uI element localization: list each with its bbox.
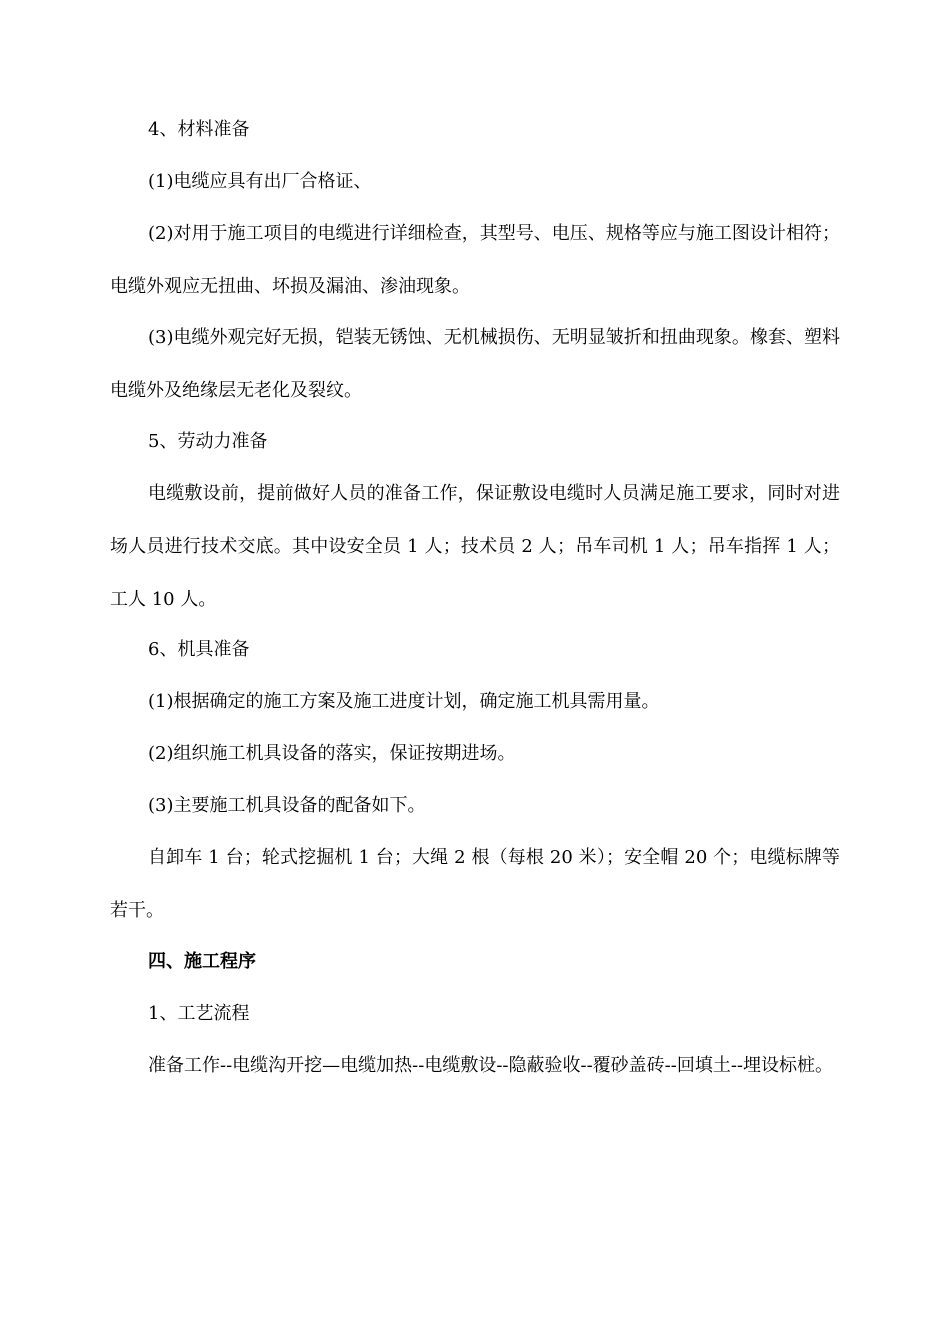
paragraph-equipment-item-2: (2)组织施工机具设备的落实，保证按期进场。 (148, 743, 516, 764)
section-heading-labor-prep: 5、劳动力准备 (148, 431, 268, 452)
paragraph-labor-details: 电缆敷设前，提前做好人员的准备工作，保证敷设电缆时人员满足施工要求，同时对进场人员进行技术交底。其中设安全员 1 人；技术员 2 人；吊车司机 1 人；吊车指挥 1 人；工人 10 人。 (110, 483, 840, 610)
paragraph-item-3: (3)电缆外观完好无损，铠装无锈蚀、无机械损伤、无明显皱折和扭曲现象。橡套、塑料电缆外及绝缘层无老化及裂纹。 (110, 327, 840, 401)
section-heading-material-prep: 4、材料准备 (148, 119, 250, 140)
paragraph-item-1: (1)电缆应具有出厂合格证、 (148, 171, 372, 192)
section-heading-process-flow: 1、工艺流程 (148, 1003, 250, 1024)
paragraph-item-2: (2)对用于施工项目的电缆进行详细检查，其型号、电压、规格等应与施工图设计相符；电缆外观应无扭曲、坏损及漏油、渗油现象。 (110, 223, 840, 297)
paragraph-equipment-list: 自卸车 1 台；轮式挖掘机 1 台；大绳 2 根（每根 20 米）；安全帽 20 个；电缆标牌等若干。 (110, 847, 840, 921)
paragraph-equipment-item-3: (3)主要施工机具设备的配备如下。 (148, 795, 426, 816)
paragraph-equipment-item-1: (1)根据确定的施工方案及施工进度计划，确定施工机具需用量。 (148, 691, 660, 712)
chapter-heading-construction-procedure: 四、施工程序 (148, 951, 256, 972)
section-heading-equipment-prep: 6、机具准备 (148, 639, 250, 660)
paragraph-process-flow: 准备工作--电缆沟开挖—电缆加热--电缆敷设--隐蔽验收--覆砂盖砖--回填土--埋设标桩。 (148, 1055, 833, 1076)
